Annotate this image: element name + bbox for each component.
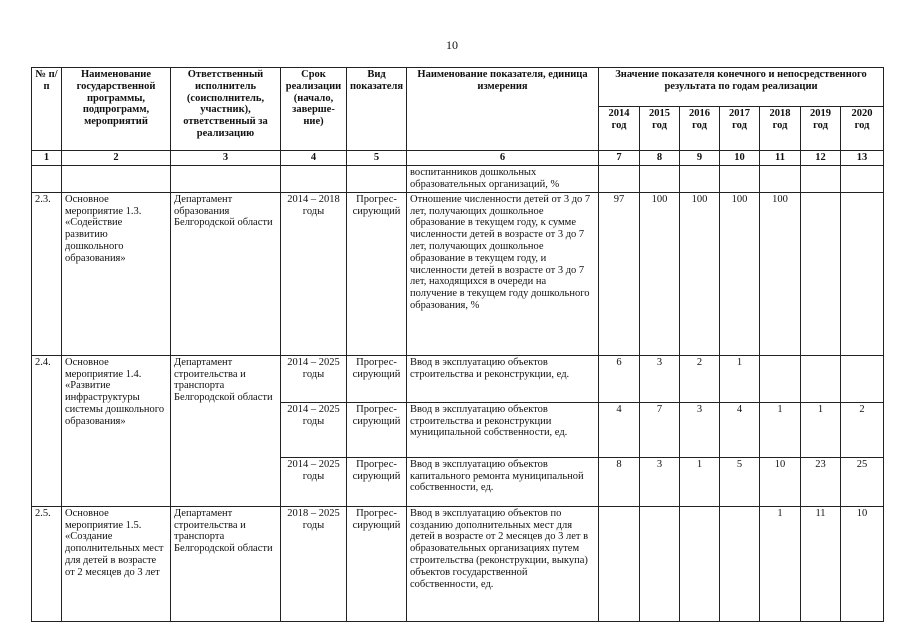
header-type: Вид показателя [347,68,407,151]
indicator-type: Прогрес- сирующий [347,192,407,355]
indicator-type: Прогрес- сирующий [347,355,407,402]
continuation-row [32,165,884,192]
executor: Департамент образования Белгородской области [171,192,281,355]
column-number: 8 [640,151,680,166]
year-value: 97 [599,192,640,355]
year-value: 3 [640,355,680,402]
year-value: 5 [720,457,760,506]
year-value [599,506,640,621]
year-value: 3 [640,457,680,506]
year-value [841,355,884,402]
year-value: 2 [680,355,720,402]
indicator-type: Прогрес- сирующий [347,457,407,506]
year-value: 10 [841,506,884,621]
column-number: 11 [760,151,801,166]
table-row [32,192,884,355]
year-value: 25 [841,457,884,506]
header-executor: Ответственный исполнитель (соисполнитель, участник), ответственный за реализацию [171,68,281,151]
year-value: 7 [640,402,680,457]
indicator-name: Ввод в эксплуатацию объектов капитального ремонта муниципальной собственности, ед. [407,457,599,506]
column-number: 4 [281,151,347,166]
header-year: 2020 год [841,107,884,151]
table-row [32,355,884,402]
column-number: 1 [32,151,62,166]
header-year: 2018 год [760,107,801,151]
header-values-group: Значение показателя конечного и непосредственного результата по годам реализации [599,68,884,107]
year-value: 11 [801,506,841,621]
executor: Департамент строительства и транспорта Белгородской области [171,355,281,506]
indicator-name: Ввод в эксплуатацию объектов строительства и реконструкции, ед. [407,355,599,402]
measure-name: Основное мероприятие 1.3. «Содействие развитию дошкольного образования» [62,192,171,355]
year-value: 10 [760,457,801,506]
year-value [680,506,720,621]
header-no: № п/п [32,68,62,151]
header-year: 2016 год [680,107,720,151]
year-value: 8 [599,457,640,506]
period: 2014 – 2018 годы [281,192,347,355]
indicator-type: Прогрес- сирующий [347,402,407,457]
header-year: 2014 год [599,107,640,151]
column-number: 7 [599,151,640,166]
year-value [801,192,841,355]
program-table [31,67,884,622]
page-number: 10 [446,38,458,52]
table-body [32,165,884,621]
column-number: 3 [171,151,281,166]
period: 2014 – 2025 годы [281,457,347,506]
column-number: 5 [347,151,407,166]
column-number: 10 [720,151,760,166]
year-value: 6 [599,355,640,402]
year-value [841,192,884,355]
header-indicator: Наименование показателя, единица измерения [407,68,599,151]
year-value: 100 [720,192,760,355]
row-number: 2.4. [32,355,62,506]
year-value: 100 [640,192,680,355]
measure-name: Основное мероприятие 1.5. «Создание дополнительных мест для детей в возрасте от 2 месяцев до 3 лет [62,506,171,621]
year-value [760,355,801,402]
period: 2014 – 2025 годы [281,402,347,457]
period: 2018 – 2025 годы [281,506,347,621]
column-number: 12 [801,151,841,166]
year-value: 4 [720,402,760,457]
year-value: 1 [760,402,801,457]
column-number: 2 [62,151,171,166]
header-year: 2017 год [720,107,760,151]
year-value: 23 [801,457,841,506]
indicator-name: Ввод в эксплуатацию объектов по созданию дополнительных мест для детей в возрасте от 2 месяцев до 3 лет в образовательных организациях путем строительства (реконструкции, выкупа) объектов государственной собственности, ед. [407,506,599,621]
indicator-type: Прогрес- сирующий [347,506,407,621]
year-value [801,355,841,402]
year-value: 1 [801,402,841,457]
indicator-name: Отношение численности детей от 3 до 7 лет, получающих дошкольное образование в текущем году, к сумме численности детей в возрасте от 3 до 7 лет, получающих дошкольное образование в текущем году, и численности детей в возрасте от 3 до 7 лет, находящихся в очереди на получение в текущем году дошкольного образования, % [407,192,599,355]
header-year: 2015 год [640,107,680,151]
header-year: 2019 год [801,107,841,151]
period: 2014 – 2025 годы [281,355,347,402]
continuation-text: воспитанников дошкольных образовательных организаций, % [407,165,599,192]
column-number: 13 [841,151,884,166]
year-value: 100 [760,192,801,355]
table-row [32,506,884,621]
executor: Департамент строительства и транспорта Белгородской области [171,506,281,621]
year-value [720,506,760,621]
year-value: 1 [680,457,720,506]
year-value: 3 [680,402,720,457]
year-value: 4 [599,402,640,457]
row-number: 2.5. [32,506,62,621]
column-number: 6 [407,151,599,166]
year-value: 1 [760,506,801,621]
column-number: 9 [680,151,720,166]
year-value [640,506,680,621]
year-value: 2 [841,402,884,457]
year-value: 100 [680,192,720,355]
header-name: Наименование государственной программы, подпрограмм, мероприятий [62,68,171,151]
column-numbers-row [32,151,884,166]
measure-name: Основное мероприятие 1.4. «Развитие инфраструктуры системы дошкольного образования» [62,355,171,506]
indicator-name: Ввод в эксплуатацию объектов строительства и реконструкции муниципальной собственности, ед. [407,402,599,457]
year-value: 1 [720,355,760,402]
header-period: Срок реализации (начало, заверше- ние) [281,68,347,151]
row-number: 2.3. [32,192,62,355]
